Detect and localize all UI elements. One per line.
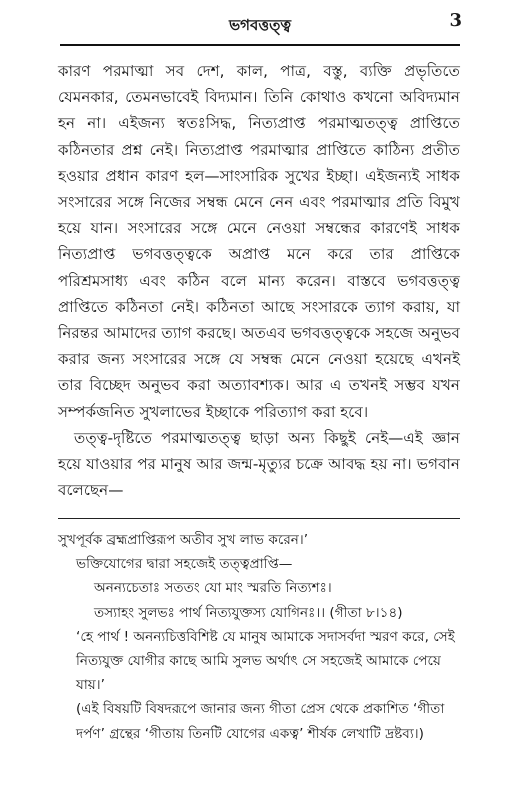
- header-rule: [60, 44, 460, 46]
- reference-note: (এই বিষয়টি বিষদরূপে জানার জন্য গীতা প্রেস থেকে প্রকাশিত ‘গীতা দর্পণ’ গ্রন্থের ‘গীতায় তিনটি যোগের একত্ব’ শীর্ষক লেখাটি দ্রষ্টব্য।): [76, 701, 445, 742]
- page-number: 3: [449, 10, 462, 31]
- footnote-section: [58, 528, 460, 746]
- verse-translation: ‘হে পার্থ ! অনন্যচিত্তবিশিষ্ট যে মানুষ আমাকে সদাসর্বদা স্মরণ করে, সেই নিত্যযুক্ত যোগীর কাছে আমি সুলভ অর্থাৎ সে সহজেই আমাকে পেয়ে যায়।’: [76, 628, 455, 694]
- running-title: ভগবত্তত্ত্ব: [228, 16, 291, 34]
- footnote-subheading: ভক্তিযোগের দ্বারা সহজেই তত্ত্বপ্রাপ্তি—: [76, 556, 293, 573]
- page-header: [60, 0, 460, 46]
- paragraph-1: কারণ পরমাত্মা সব দেশ, কাল, পাত্র, বস্তু, ব্যক্তি প্রভৃতিতে যেমনকার, তেমনভাবেই বিদ্যমান। তিনি কোথাও কখনো অবিদ্যমান হন না। এইজন্য স্বতঃসিদ্ধ, নিত্যপ্রাপ্ত পরমাত্মতত্ত্ব প্রাপ্তিতে কঠিনতার প্রশ্ন নেই। নিত্যপ্রাপ্ত পরমাত্মার প্রাপ্তিতে কাঠিন্য প্রতীত হওয়ার প্রধান কারণ হল—সাংসারিক সুখের ইচ্ছা। এইজন্যই সাধক সংসারের সঙ্গে নিজের সম্বন্ধ মেনে নেন এবং পরমাত্মার প্রতি বিমুখ হয়ে যান। সংসারের সঙ্গে মেনে নেওয়া সম্বন্ধের কারণেই সাধক নিত্যপ্রাপ্ত ভগবত্তত্ত্বকে অপ্রাপ্ত মনে করে তার প্রাপ্তিকে পরিশ্রমসাধ্য এবং কঠিন বলে মান্য করেন। বাস্তবে ভগবত্তত্ত্ব প্রাপ্তিতে কঠিনতা নেই। কঠিনতা আছে সংসারকে ত্যাগ করায়, যা নিরন্তর আমাদের ত্যাগ করছে। অতএব ভগবত্তত্ত্বকে সহজে অনুভব করার জন্য সংসারের সঙ্গে যে সম্বন্ধ মেনে নেওয়া হয়েছে এখনই তার বিচ্ছেদ অনুভব করা অত্যাবশ্যক। আর এ তখনই সম্ভব যখন সম্পর্কজনিত সুখলাভের ইচ্ছাকে পরিত্যাগ করা হবে।: [58, 62, 460, 421]
- section-divider: [58, 518, 460, 519]
- verse-line-2: তস্যাহং সুলভঃ পার্থ নিত্যযুক্তস্য যোগিনঃ।। (গীতা ৮।১৪): [94, 604, 403, 621]
- paragraph-2: তত্ত্ব-দৃষ্টিতে পরমাত্মতত্ত্ব ছাড়া অন্য কিছুই নেই—এই জ্ঞান হয়ে যাওয়ার পর মানুষ আর জন্ম-মৃত্যুর চক্রে আবদ্ধ হয় না। ভগবান বলেছেন—: [58, 428, 460, 500]
- footnote-line-1: সুখপূর্বক ব্রহ্মপ্রাপ্তিরূপ অতীব সুখ লাভ করেন।’: [58, 532, 309, 548]
- main-text: [58, 58, 460, 503]
- verse-line-1: অনন্যচেতাঃ সততং যো মাং স্মরতি নিত্যশঃ।: [94, 580, 332, 597]
